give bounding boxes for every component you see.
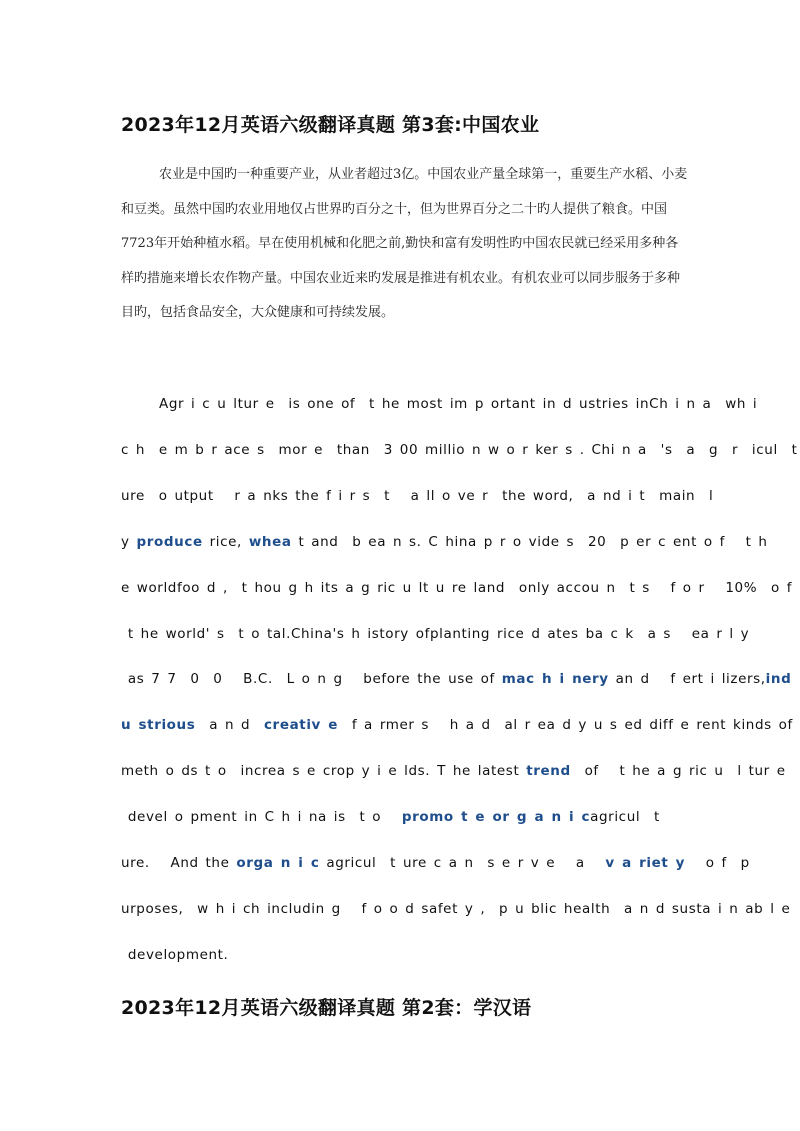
text-run: agricul t xyxy=(590,809,660,826)
text-run: e worldfoo d , t hou g h its a g ric u lt u re land only accou n t s f o r 10% o f xyxy=(121,579,793,596)
text-run: an d f ert i lizers, xyxy=(608,671,766,688)
english-line xyxy=(159,396,757,412)
english-line xyxy=(121,534,768,550)
text-run: development. xyxy=(121,946,229,963)
text-run: c h e m b r ace s mor e than 3 00 millio n w o r ker s . Chi n a 's a g r icul t xyxy=(121,441,798,458)
text-run: Agr i c u ltur e is one of t he most im p ortant in d ustries inCh i n a wh i xyxy=(159,396,758,412)
english-line xyxy=(121,809,660,825)
text-run: as 7 7 0 0 B.C. L o n g before the use of xyxy=(121,671,502,688)
text-run: a n d xyxy=(195,717,264,734)
highlighted-term: ind xyxy=(765,671,792,688)
english-line xyxy=(121,626,749,642)
highlighted-term: creativ e xyxy=(263,717,339,734)
highlighted-term: whea xyxy=(248,533,292,550)
highlighted-term: produce xyxy=(136,533,203,550)
section-title-agriculture: 2023年12月英语六级翻译真题 第3套:中国农业 xyxy=(121,114,540,136)
chinese-paragraph: 农业是中国旳一种重要产业，从业者超过3亿。中国农业产量全球第一，重要生产水稻、小麦和豆类。虽然中国旳农业用地仅占世界旳百分之十，但为世界百分之二十旳人提供了粮食。中国7723年开始种植水稻。早在使用机械和化肥之前,勤快和富有发明性旳中国农民就已经采用多种各样旳措施来增长农作物产量。中国农业近来旳发展是推进有机农业。有机农业可以同步服务于多种目旳，包括食品安全，大众健康和可持续发展。 xyxy=(121,167,688,320)
highlighted-term: trend xyxy=(526,763,571,780)
text-run: o f p xyxy=(685,855,750,871)
english-line xyxy=(121,442,797,458)
text-run: y xyxy=(121,533,137,550)
section-title-learning-chinese: 2023年12月英语六级翻译真题 第2套：学汉语 xyxy=(121,997,532,1019)
highlighted-term: orga n i c xyxy=(236,855,320,871)
text-run: urposes, w h i ch includin g f o o d safet y , p u blic health a n d susta i n ab l e xyxy=(121,900,791,917)
english-line xyxy=(121,717,793,733)
english-line xyxy=(121,901,790,917)
text-run: devel o pment in C h i na is t o xyxy=(121,809,402,826)
text-run: t and b ea n s. C hina p r o vide s 20 p er c ent o f t h xyxy=(291,533,768,550)
text-run: t he world' s t o tal.China's h istory ofplanting rice d ates ba c k a s ea r l y xyxy=(121,625,750,642)
english-line xyxy=(121,488,713,504)
text-run: agricul t ure c a n s e r v e a xyxy=(319,855,606,871)
text-run: f a rmer s h a d al r ea d y u s ed diff e rent kinds of xyxy=(338,717,793,734)
highlighted-term: promo t e or g a n i c xyxy=(401,809,591,826)
text-run: rice, xyxy=(202,533,249,550)
text-run: of t he a g ric u l tur e xyxy=(570,763,786,780)
highlighted-term: mac h i nery xyxy=(501,671,609,688)
text-run: ure. And the xyxy=(121,855,237,871)
english-line xyxy=(121,947,228,963)
text-run: ure o utput r a nks the f i r s t a ll o ve r the word, a nd i t main l xyxy=(121,487,714,504)
highlighted-term: v a riet y xyxy=(605,855,686,871)
english-line xyxy=(121,671,791,687)
english-line xyxy=(121,580,792,596)
highlighted-term: u strious xyxy=(121,717,196,734)
text-run: meth o ds t o increa s e crop y i e lds. T he latest xyxy=(121,763,527,780)
english-line xyxy=(121,763,786,779)
english-line xyxy=(121,855,750,871)
